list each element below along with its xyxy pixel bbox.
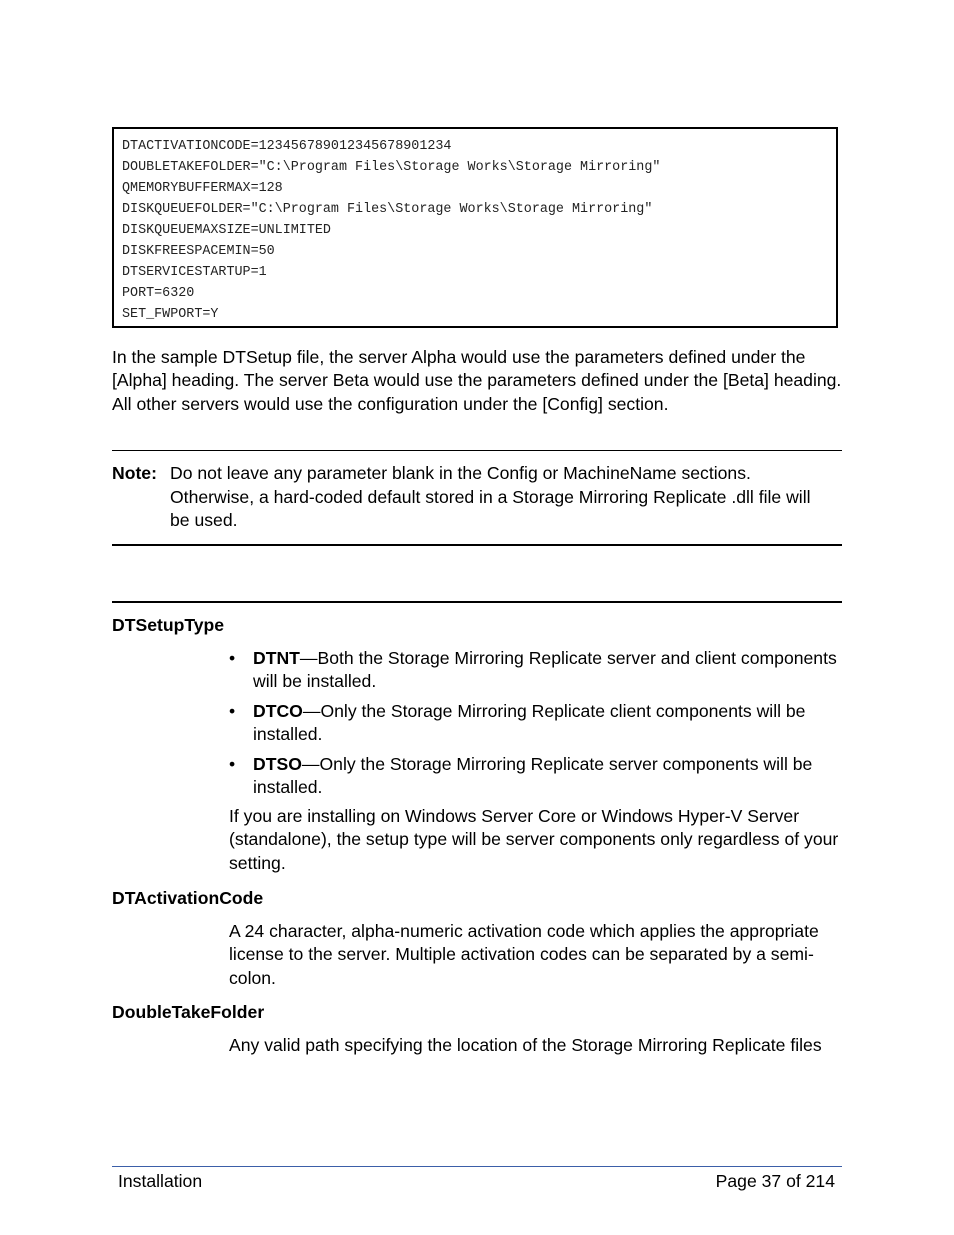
footer-page-number: Page 37 of 214 [715, 1171, 835, 1191]
heading-dtactivationcode: DTActivationCode [112, 888, 264, 908]
bullet-term: DTCO [253, 701, 303, 721]
note-top-rule [112, 450, 842, 451]
bullet-term: DTSO [253, 754, 302, 774]
note-bottom-rule [112, 544, 842, 546]
code-line: DTACTIVATIONCODE=123456789012345678901234 [122, 139, 452, 154]
heading-doubletakefolder: DoubleTakeFolder [112, 1002, 265, 1022]
note-text: Do not leave any parameter blank in the Config or MachineName sections. Otherwise, a hard-coded default stored in a Storage Mirroring Replicate .dll file will be used. [170, 463, 811, 530]
bullet-icon: • [229, 701, 236, 721]
bullet-icon: • [229, 648, 236, 668]
footer-rule [112, 1166, 842, 1167]
activation-code-description: A 24 character, alpha-numeric activation code which applies the appropriate license to the server. Multiple activation codes can be separated by a semi-colon. [229, 921, 819, 988]
bullet-icon: • [229, 754, 236, 774]
bullet-term: DTNT [253, 648, 300, 668]
section-rule [112, 601, 842, 603]
code-sample-box [112, 127, 838, 328]
code-line: QMEMORYBUFFERMAX=128 [122, 181, 283, 196]
bullet-desc: —Only the Storage Mirroring Replicate server components will be installed. [253, 754, 813, 798]
code-line: SET_FWPORT=Y [122, 307, 219, 322]
code-line: DISKFREESPACEMIN=50 [122, 244, 275, 259]
heading-dtsetuptype: DTSetupType [112, 615, 225, 635]
code-line: DOUBLETAKEFOLDER="C:\Program Files\Storage Works\Storage Mirroring" [122, 160, 661, 175]
bullet-desc: —Only the Storage Mirroring Replicate client components will be installed. [253, 701, 806, 745]
code-line: DISKQUEUEMAXSIZE=UNLIMITED [122, 223, 331, 238]
bullet-desc: —Both the Storage Mirroring Replicate server and client components will be installed. [253, 648, 837, 692]
code-line: PORT=6320 [122, 286, 195, 301]
note-label: Note: [112, 463, 157, 483]
intro-paragraph: In the sample DTSetup file, the server Alpha would use the parameters defined under the [Alpha] heading. The server Beta would use the parameters defined under the [Beta] heading. All other servers would use the configuration under the [Config] section. [112, 347, 842, 414]
footer-section-title: Installation [118, 1171, 203, 1191]
setup-type-note: If you are installing on Windows Server Core or Windows Hyper-V Server (standalone), the setup type will be server components only regardless of your setting. [229, 806, 839, 873]
double-take-folder-description: Any valid path specifying the location of the Storage Mirroring Replicate files [229, 1035, 822, 1055]
code-line: DISKQUEUEFOLDER="C:\Program Files\Storage Works\Storage Mirroring" [122, 202, 653, 217]
note-block [112, 462, 847, 530]
code-line: DTSERVICESTARTUP=1 [122, 265, 267, 280]
